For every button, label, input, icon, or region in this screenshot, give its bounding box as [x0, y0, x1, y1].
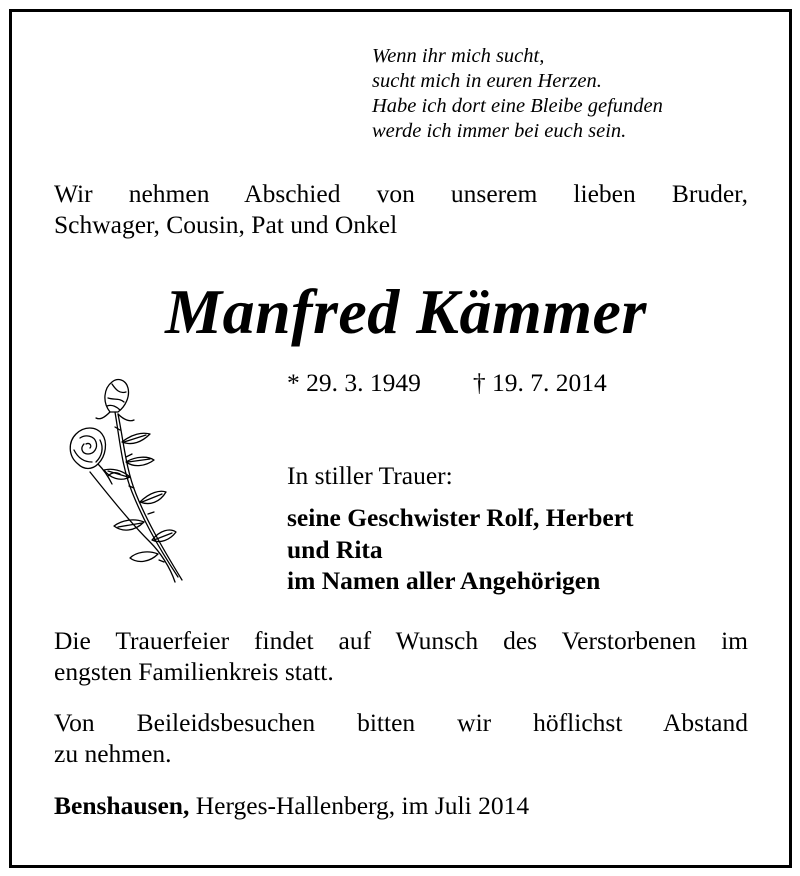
death-date: † 19. 7. 2014 [472, 368, 607, 397]
poem-line-1: Wenn ihr mich sucht, [372, 45, 545, 67]
place-and-date [54, 790, 529, 821]
mourning-label: In stiller Trauer: [287, 461, 453, 490]
farewell-intro [54, 178, 748, 240]
condolence-request [54, 707, 748, 769]
condolence-line-2: zu nehmen. [54, 739, 172, 768]
funeral-line-1: Die Trauerfeier findet auf Wunsch des Verstorbenen im [54, 626, 748, 655]
intro-line-1: Wir nehmen Abschied von unserem lieben Bruder, [54, 179, 748, 208]
poem-line-2: sucht mich in euren Herzen. [372, 70, 602, 92]
intro-line-2: Schwager, Cousin, Pat und Onkel [54, 210, 398, 239]
life-dates [287, 367, 607, 399]
mourners-list [287, 502, 634, 597]
poem-line-3: Habe ich dort eine Bleibe gefunden [372, 95, 663, 117]
mourners-line-3: im Namen aller Angehörigen [287, 566, 601, 595]
funeral-notice [54, 625, 748, 687]
place-town: Benshausen, [54, 791, 190, 820]
place-rest: Herges-Hallenberg, im Juli 2014 [189, 791, 530, 820]
birth-date: * 29. 3. 1949 [287, 368, 421, 397]
mourners-line-1: seine Geschwister Rolf, Herbert [287, 503, 634, 532]
deceased-name: Manfred Kämmer [165, 276, 647, 347]
poem [372, 44, 663, 144]
condolence-line-1: Von Beileidsbesuchen bitten wir höflichst Abstand [54, 708, 748, 737]
mourners-line-2: und Rita [287, 534, 383, 564]
poem-line-4: werde ich immer bei euch sein. [372, 120, 627, 142]
rose-icon [60, 372, 190, 587]
funeral-line-2: engsten Familienkreis statt. [54, 657, 334, 686]
